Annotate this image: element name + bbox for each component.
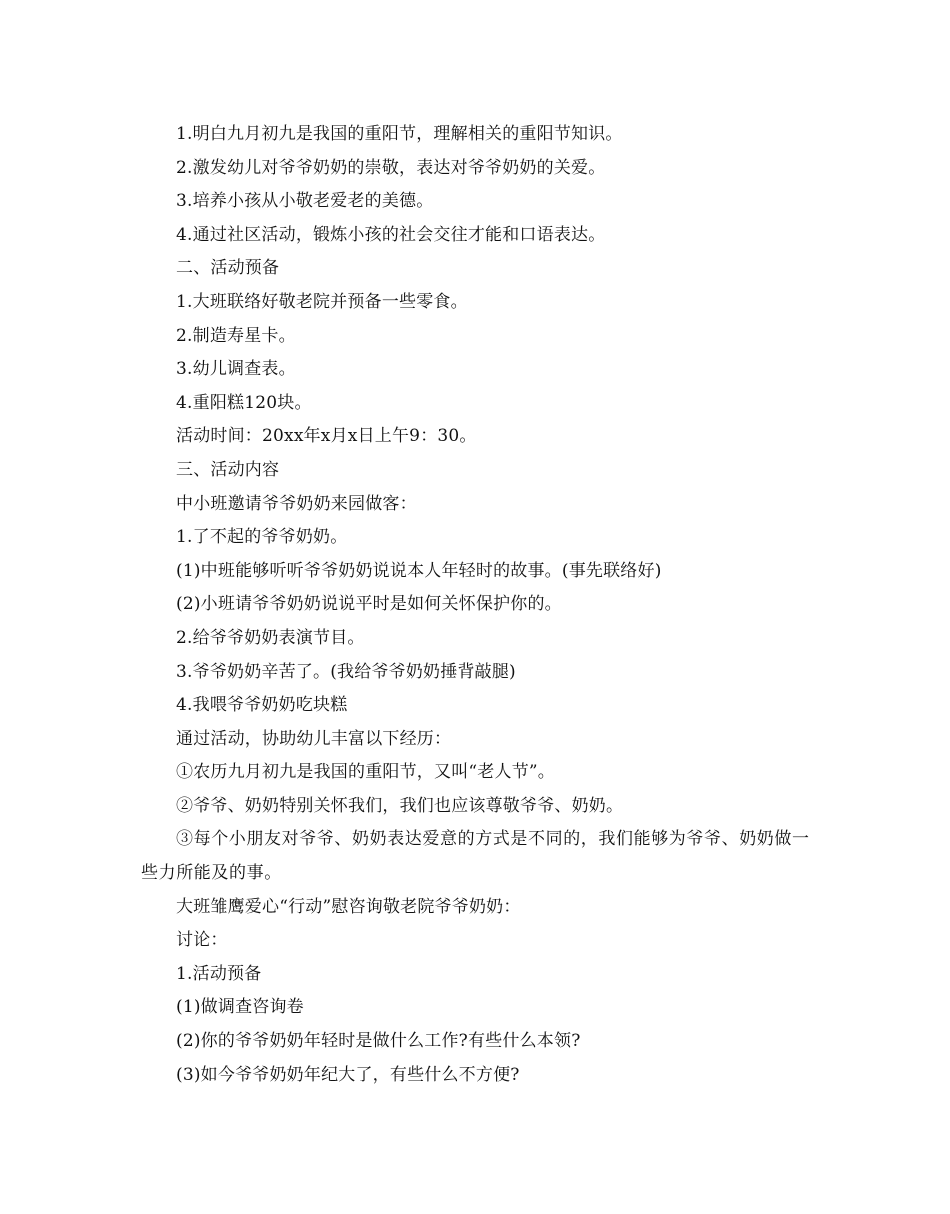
section-heading-content: 三、活动内容: [176, 459, 280, 480]
section-heading-preparation: 二、活动预备: [176, 258, 280, 279]
paragraph-discussion-1: 1.活动预备: [176, 963, 262, 984]
paragraph-experience-3: ③每个小朋友对爷爷、奶奶表达爱意的方式是不同的，我们能够为爷爷、奶奶做一些力所能及的事。: [141, 829, 810, 884]
paragraph-discussion-1-1: (1)做调查咨询卷: [176, 997, 304, 1018]
paragraph-prep-3: 3.幼儿调查表。: [176, 359, 296, 380]
paragraph-prep-4: 4.重阳糕120块。: [176, 392, 312, 413]
paragraph-content-2: 2.给爷爷奶奶表演节目。: [176, 627, 365, 648]
paragraph-content-1-1: (1)中班能够听听爷爷奶奶说说本人年轻时的故事。(事先联络好): [176, 560, 662, 581]
paragraph-discussion-1-2: (2)你的爷爷奶奶年轻时是做什么工作?有些什么本领?: [176, 1031, 581, 1052]
paragraph-experience-intro: 通过活动，协助幼儿丰富以下经历：: [176, 728, 452, 749]
paragraph-goal-4: 4.通过社区活动，锻炼小孩的社会交往才能和口语表达。: [176, 224, 606, 245]
paragraph-goal-2: 2.激发幼儿对爷爷奶奶的崇敬，表达对爷爷奶奶的关爱。: [176, 157, 606, 178]
paragraph-content-1: 1.了不起的爷爷奶奶。: [176, 527, 348, 548]
paragraph-prep-2: 2.制造寿星卡。: [176, 325, 296, 346]
paragraph-invite: 中小班邀请爷爷奶奶来园做客：: [176, 493, 417, 514]
paragraph-experience-2: ②爷爷、奶奶特别关怀我们，我们也应该尊敬爷爷、奶奶。: [176, 795, 624, 816]
paragraph-goal-1: 1.明白九月初九是我国的重阳节，理解相关的重阳节知识。: [176, 124, 623, 144]
document-body: [141, 118, 821, 1092]
paragraph-senior-class: 大班雏鹰爱心“行动”慰咨询敬老院爷爷奶奶：: [176, 896, 521, 917]
paragraph-content-3: 3.爷爷奶奶辛苦了。(我给爷爷奶奶捶背敲腿): [176, 661, 516, 682]
paragraph-experience-1: ①农历九月初九是我国的重阳节，又叫“老人节”。: [176, 762, 555, 783]
paragraph-prep-1: 1.大班联络好敬老院并预备一些零食。: [176, 291, 468, 312]
paragraph-content-4: 4.我喂爷爷奶奶吃块糕: [176, 695, 348, 716]
paragraph-discussion-1-3: (3)如今爷爷奶奶年纪大了，有些什么不方便?: [176, 1064, 520, 1085]
paragraph-activity-time: 活动时间：20xx年x月x日上午9：30。: [176, 426, 477, 447]
paragraph-goal-3: 3.培养小孩从小敬老爱老的美德。: [176, 191, 434, 212]
paragraph-discussion: 讨论：: [176, 930, 228, 951]
paragraph-content-1-2: (2)小班请爷爷奶奶说说平时是如何关怀保护你的。: [176, 594, 562, 615]
